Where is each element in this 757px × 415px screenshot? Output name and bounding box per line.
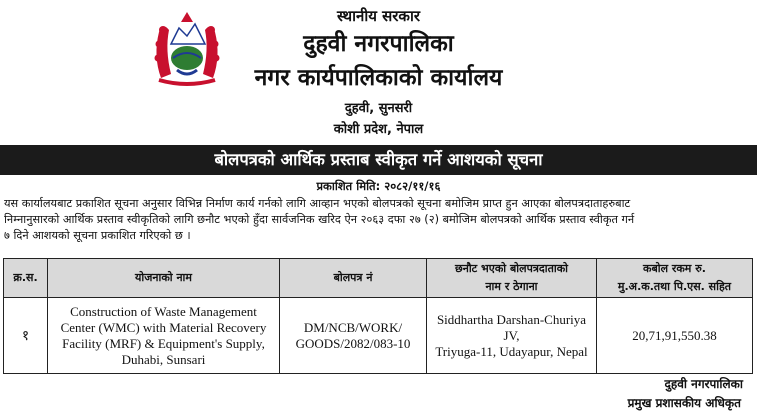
notice-body-line: निम्नानुसारको आर्थिक प्रस्ताव स्वीकृतिको लागि छनौट भएको हुँदा सार्वजनिक खरिद ऐन २०६३ दफा २७ (२) बमोजिम बोलपत्रको आर्थिक प्रस्ताव स्वीकृत गर्न [4, 213, 635, 226]
header-municipality-name: दुहवी नगरपालिका [303, 31, 454, 57]
publish-date: प्रकाशित मिति: २०८२/११/१६ [316, 179, 441, 193]
cell-project [48, 298, 280, 374]
cell-project-line: Center (WMC) with Material Recovery [60, 319, 267, 335]
table-row [4, 298, 753, 374]
col-header-project: योजनाको नाम [48, 259, 280, 298]
notice-body [4, 196, 753, 244]
col-header-amount-line1: कबोल रकम रु. [643, 262, 706, 275]
cell-bidder-line: Siddhartha Darshan-Churiya JV, [436, 311, 587, 343]
col-header-bidder [427, 259, 597, 298]
header-local-government: स्थानीय सरकार [337, 7, 420, 25]
col-header-bidder-line2: नाम र ठेगाना [485, 280, 538, 293]
bid-table [3, 258, 753, 374]
col-header-amount [597, 259, 753, 298]
cell-amount: 20,71,91,550.38 [597, 298, 753, 374]
col-header-sn: क्र.स. [4, 259, 48, 298]
signature-officer-title: प्रमुख प्रशासकीय अधिकृत [627, 396, 741, 410]
cell-bid-no [280, 298, 427, 374]
header-location: दुहवी, सुनसरी [344, 101, 413, 116]
table-header-row [4, 259, 753, 298]
signature-municipality: दुहवी नगरपालिका [664, 377, 743, 391]
cell-bidder [427, 298, 597, 374]
col-header-bid-no: बोलपत्र नं [280, 259, 427, 298]
notice-body-line: ७ दिने आशयको सूचना प्रकाशित गरिएको छ । [4, 229, 191, 242]
cell-bidder-line: Triyuga-11, Udayapur, Nepal [435, 343, 588, 359]
cell-project-line: Duhabi, Sunsari [121, 351, 206, 367]
cell-project-line: Construction of Waste Management [70, 303, 257, 319]
cell-bid-no-line: DM/NCB/WORK/ [303, 319, 403, 335]
header-office-name: नगर कार्यपालिकाको कार्यालय [254, 65, 503, 91]
col-header-amount-line2: मु.अ.क.तथा पि.एस. सहित [617, 280, 732, 293]
col-header-bidder-line1: छनौट भएको बोलपत्रदाताको [455, 262, 568, 275]
cell-project-line: Facility (MRF) & Equipment's Supply, [62, 335, 265, 351]
cell-sn: १ [4, 298, 48, 374]
cell-bid-no-line: GOODS/2082/083-10 [295, 335, 411, 351]
notice-body-line: यस कार्यालयबाट प्रकाशित सूचना अनुसार विभिन्न निर्माण कार्य गर्नको लागि आव्हान भएको बोलपत्रको सूचना बमोजिम प्राप्त हुन आएका बोलपत्रदाताहरुबाट [4, 197, 631, 210]
notice-title-banner: बोलपत्रको आर्थिक प्रस्ताब स्वीकृत गर्ने आशयको सूचना [0, 145, 757, 175]
header-province: कोशी प्रदेश, नेपाल [333, 122, 424, 137]
